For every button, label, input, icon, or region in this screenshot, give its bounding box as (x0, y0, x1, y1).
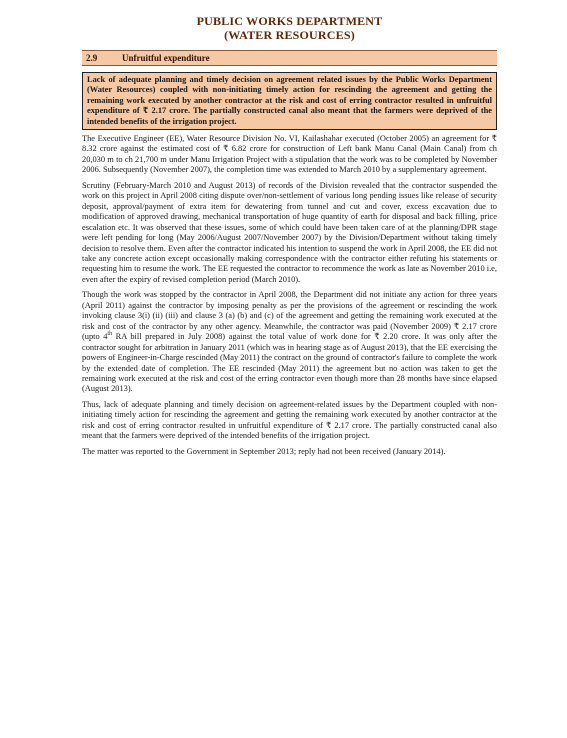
paragraph-conclusion: Thus, lack of adequate planning and timely decision on agreement-related issues by the Department coupled with non-initiating timely action for rescinding the agreement and getting the remaining work executed by another contractor at the risk and cost of erring contractor resulted in unfruitful expenditure of ₹ 2.17 crore. The partially constructed canal also meant that the farmers were deprived of the intended benefits of the irrigation project. (82, 399, 497, 441)
section-number: 2.9 (86, 53, 98, 63)
paragraph-agreement: The Executive Engineer (EE), Water Resource Division No. VI, Kailashahar executed (October 2005) an agreement for ₹ 8.32 crore against the estimated cost of ₹ 6.82 crore for construction of Left bank Manu Canal (Main Canal) from ch 20,030 m to ch 21,700 m under Manu Irrigation Project with a stipulation that the work was to be completed by November 2006. Subsequently (November 2007), the completion time was extended to March 2010 by a supplementary agreement. (82, 134, 497, 175)
paragraph-work-stoppage-part2: RA bill prepared in July 2008) against the total value of work done for ₹ 2.20 crore. It was only after the contractor sought for arbitration in January 2011 (which was in hearing stage as of August 2013), that the EE exercising the powers of Engineer-in-Charge rescinded (May 2011) the contract on the ground of contractor's failure to complete the work by the extended date of completion. The EE rescinded (May 2011) the agreement but no action was taken to get the remaining work executed at the risk and cost of the erring contractor even though more than 28 months have since elapsed (August 2013). (82, 332, 497, 394)
department-header (82, 14, 497, 42)
paragraph-government-reply: The matter was reported to the Government in September 2013; reply had not been received (January 2014). (82, 446, 446, 456)
paragraph-work-stoppage (82, 290, 497, 395)
paragraph-scrutiny: Scrutiny (February-March 2010 and August 2013) of records of the Division revealed that the contractor suspended the work on this project in April 2008 citing dispute over/non-settlement of various long pending issues like release of security deposit, approval/payment of extra item for dewatering from tunnel and cut and cover, excess excavation due to modification of approved drawing, mechanical transportation of huge quantity of earth for disposal and back filling, price escalation etc. It was observed that these issues, some of which could have been taken care of at the planning/DPR stage were left pending for long (May 2006/August 2007/November 2007) by the Division/Department without taking timely decision to resolve them. Even after the contractor indicated his intention to suspend the work in April 2008, the EE did not take any concrete action except occasionally making correspondence with the contractor either refuting his statements or requesting him to resume the work. The EE requested the contractor to recommence the work as late as November 2010 i.e, even after the expiry of revised completion period (March 2010). (82, 180, 497, 284)
paragraph-work-stoppage-part1: Though the work was stopped by the contractor in April 2008, the Department did not initiate any action for three years (April 2011) against the contractor by imposing penalty as per the provisions of the agreement or rescinding the work invoking clause 3(i) (ii) (iii) and clause 3 (a) (b) and (c) of the agreement and getting the remaining work executed at the risk and cost of the contractor by any other agency. Meanwhile, the contractor was paid (November 2009) ₹ 2.17 crore (upto 4 (82, 290, 497, 342)
ordinal-superscript: th (107, 331, 113, 338)
summary-highlight-box: Lack of adequate planning and timely decision on agreement related issues by the Public Works Department (Water Resources) coupled with non-initiating timely action for rescinding the agreement and getting the remaining work executed by another contractor at the risk and cost of erring contractor resulted in unfruitful expenditure of ₹ 2.17 crore. The partially constructed canal also meant that the farmers were deprived of the intended benefits of the irrigation project. (82, 72, 497, 130)
department-subtitle: (WATER RESOURCES) (224, 28, 355, 42)
section-title: Unfruitful expenditure (122, 53, 210, 63)
department-title: PUBLIC WORKS DEPARTMENT (196, 14, 383, 28)
section-heading-bar (82, 50, 497, 66)
